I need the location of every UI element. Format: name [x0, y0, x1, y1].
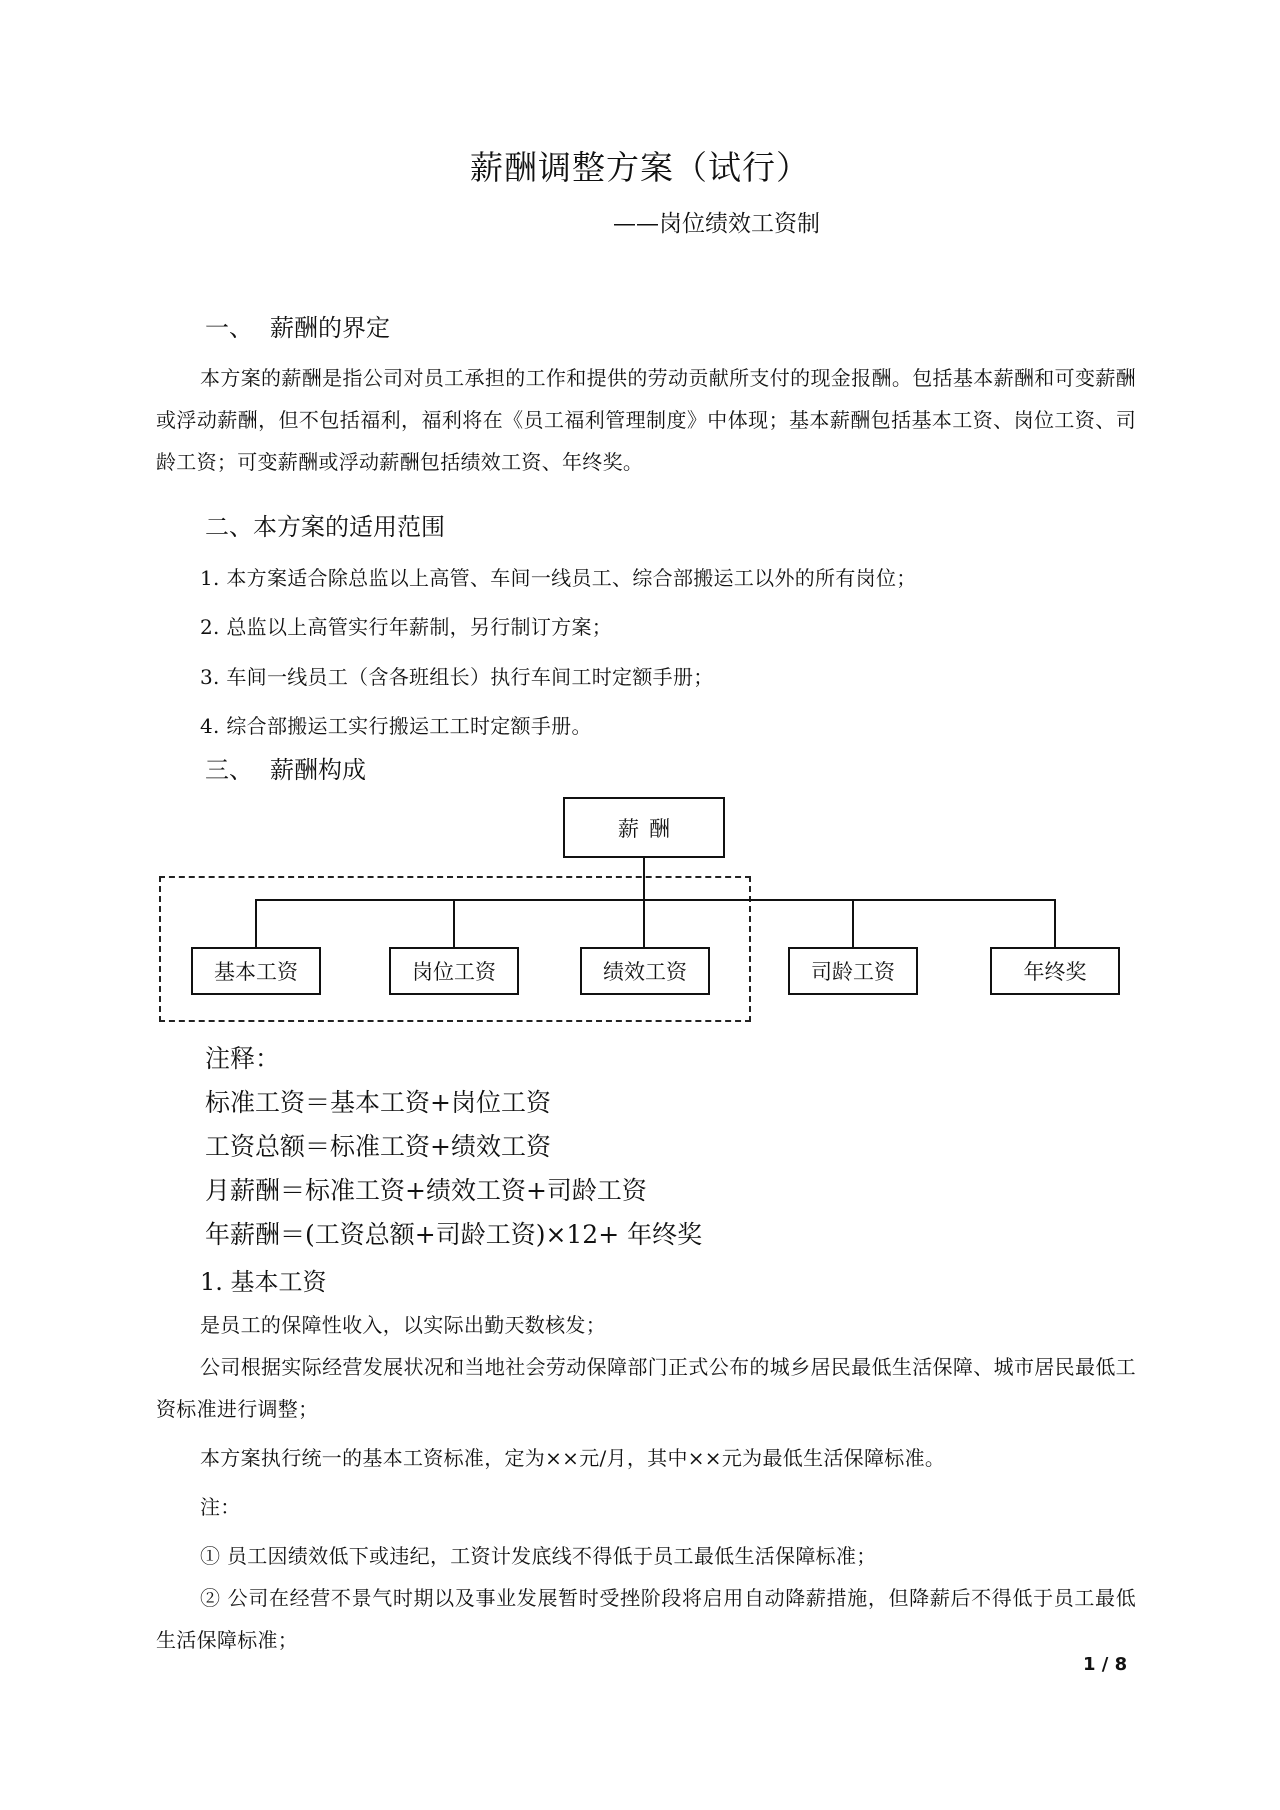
chart-connector-bonus — [1054, 899, 1056, 949]
section1-paragraph: 本方案的薪酬是指公司对员工承担的工作和提供的劳动贡献所支付的现金报酬。包括基本薪酬和可变薪酬或浮动薪酬，但不包括福利，福利将在《员工福利管理制度》中体现；基本薪酬包括基本工资、岗位工资、司龄工资；可变薪酬或浮动薪酬包括绩效工资、年终奖。 — [156, 366, 1136, 474]
section1-heading-number: 一、 — [205, 314, 253, 342]
scope-item-2: 2. 总监以上高管实行年薪制，另行制订方案； — [200, 615, 613, 639]
scope-item-4: 4. 综合部搬运工实行搬运工工时定额手册。 — [200, 714, 592, 738]
basic-wage-p3: 本方案执行统一的基本工资标准，定为××元/月，其中××元为最低生活保障标准。 — [200, 1446, 946, 1470]
formula-standard-wage: 标准工资＝基本工资+岗位工资 — [205, 1088, 551, 1117]
chart-box-performance-wage: 绩效工资 — [580, 947, 710, 995]
chart-connector-seniority — [852, 899, 854, 949]
basic-wage-p1: 是员工的保障性收入，以实际出勤天数核发； — [200, 1313, 606, 1337]
chart-box-seniority-wage: 司龄工资 — [788, 947, 918, 995]
chart-horizontal-connector — [255, 899, 1056, 901]
chart-root-connector — [643, 858, 645, 948]
section2-heading: 二、本方案的适用范围 — [205, 513, 445, 541]
section1-heading: 薪酬的界定 — [270, 314, 390, 342]
formula-total-wage: 工资总额＝标准工资+绩效工资 — [205, 1132, 551, 1161]
basic-wage-note-label: 注： — [200, 1495, 241, 1519]
basic-wage-note-2: ② 公司在经营不景气时期以及事业发展暂时受挫阶段将启用自动降薪措施，但降薪后不得低于员工最低生活保障标准； — [156, 1586, 1136, 1652]
page-number: 1 / 8 — [1083, 1654, 1128, 1675]
scope-item-1: 1. 本方案适合除总监以上高管、车间一线员工、综合部搬运工以外的所有岗位； — [200, 566, 917, 590]
chart-box-basic-wage: 基本工资 — [191, 947, 321, 995]
chart-root-box: 薪酬 — [563, 797, 725, 858]
section3-heading: 薪酬构成 — [270, 756, 366, 784]
basic-wage-heading: 1. 基本工资 — [200, 1268, 327, 1296]
chart-connector-position — [453, 899, 455, 949]
chart-connector-basic — [255, 899, 257, 949]
document-title: 薪酬调整方案（试行） — [470, 148, 810, 187]
scope-item-3: 3. 车间一线员工（含各班组长）执行车间工时定额手册； — [200, 665, 714, 689]
notes-label: 注释： — [205, 1044, 281, 1073]
formula-annual-salary: 年薪酬＝(工资总额+司龄工资)×12+ 年终奖 — [205, 1220, 703, 1249]
document-subtitle: ——岗位绩效工资制 — [613, 211, 820, 237]
chart-box-year-end-bonus: 年终奖 — [990, 947, 1120, 995]
basic-wage-note-1: ① 员工因绩效低下或违纪，工资计发底线不得低于员工最低生活保障标准； — [200, 1544, 877, 1568]
chart-box-position-wage: 岗位工资 — [389, 947, 519, 995]
basic-wage-p2: 公司根据实际经营发展状况和当地社会劳动保障部门正式公布的城乡居民最低生活保障、城市居民最低工资标准进行调整； — [156, 1355, 1136, 1421]
section3-heading-number: 三、 — [205, 756, 253, 784]
formula-monthly-salary: 月薪酬＝标准工资+绩效工资+司龄工资 — [205, 1176, 647, 1205]
